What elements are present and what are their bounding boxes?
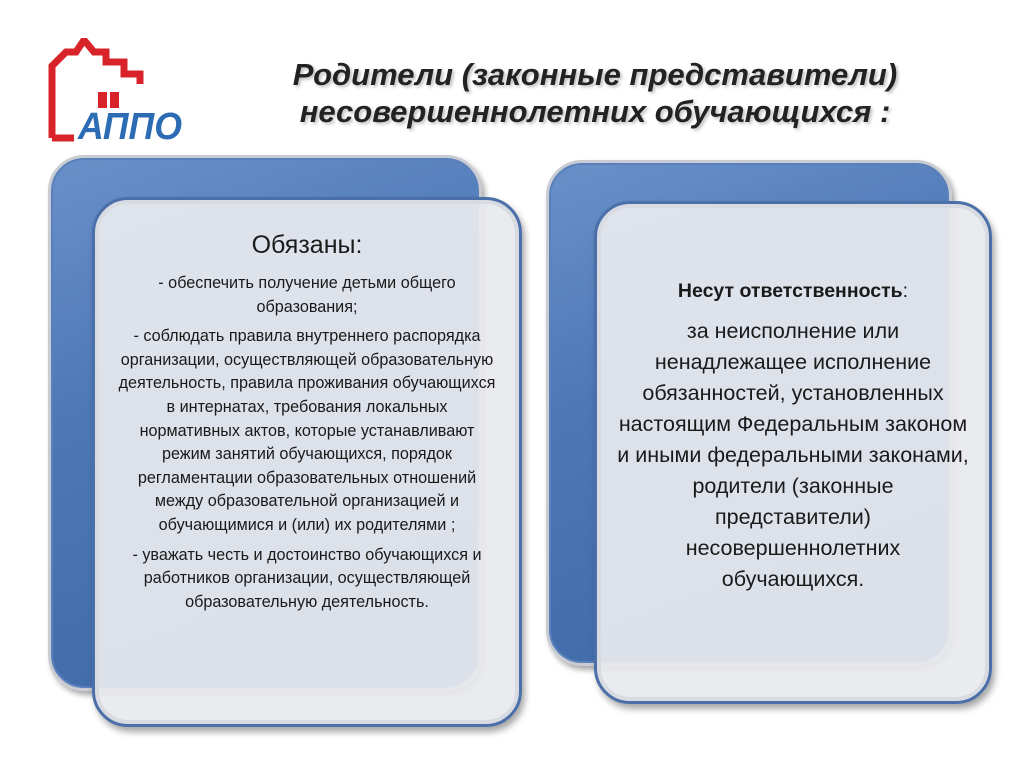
obligations-card — [92, 197, 522, 727]
title-line-2: несовершеннолетних обучающихся : — [299, 94, 891, 129]
responsibility-card — [594, 201, 992, 704]
obligation-item: - обеспечить получение детьми общего образования; — [158, 274, 456, 316]
page-title — [200, 56, 990, 130]
obligations-heading: Обязаны: — [251, 231, 363, 259]
responsibility-text: за неисполнение или ненадлежащее исполнение обязанностей, установленных настоящим Федеральным законом и иными федеральными законами, родители (законные представители) несовершеннолетних обучающихся. — [617, 319, 969, 591]
responsibility-heading — [617, 278, 969, 304]
logo-text: АППО — [77, 106, 182, 148]
obligation-item: - уважать честь и достоинство обучающихся и работников организации, осуществляющей образовательную деятельность. — [132, 545, 482, 611]
responsibility-heading-colon: : — [902, 280, 909, 302]
obligation-item: - соблюдать правила внутреннего распорядка организации, осуществляющей образовательную деятельность, правила проживания обучающихся в интернатах, требования локальных нормативных актов, которые устанавливают режим занятий обучающихся, порядок регламентации образовательных отношений между образовательной организацией и обучающимися и (или) их родителями ; — [118, 327, 496, 534]
house-outline-logo-icon — [44, 38, 194, 148]
title-line-1: Родители (законные представители) — [292, 57, 898, 92]
responsibility-heading-text: Несут ответственность — [677, 280, 903, 302]
appo-logo — [44, 38, 194, 148]
